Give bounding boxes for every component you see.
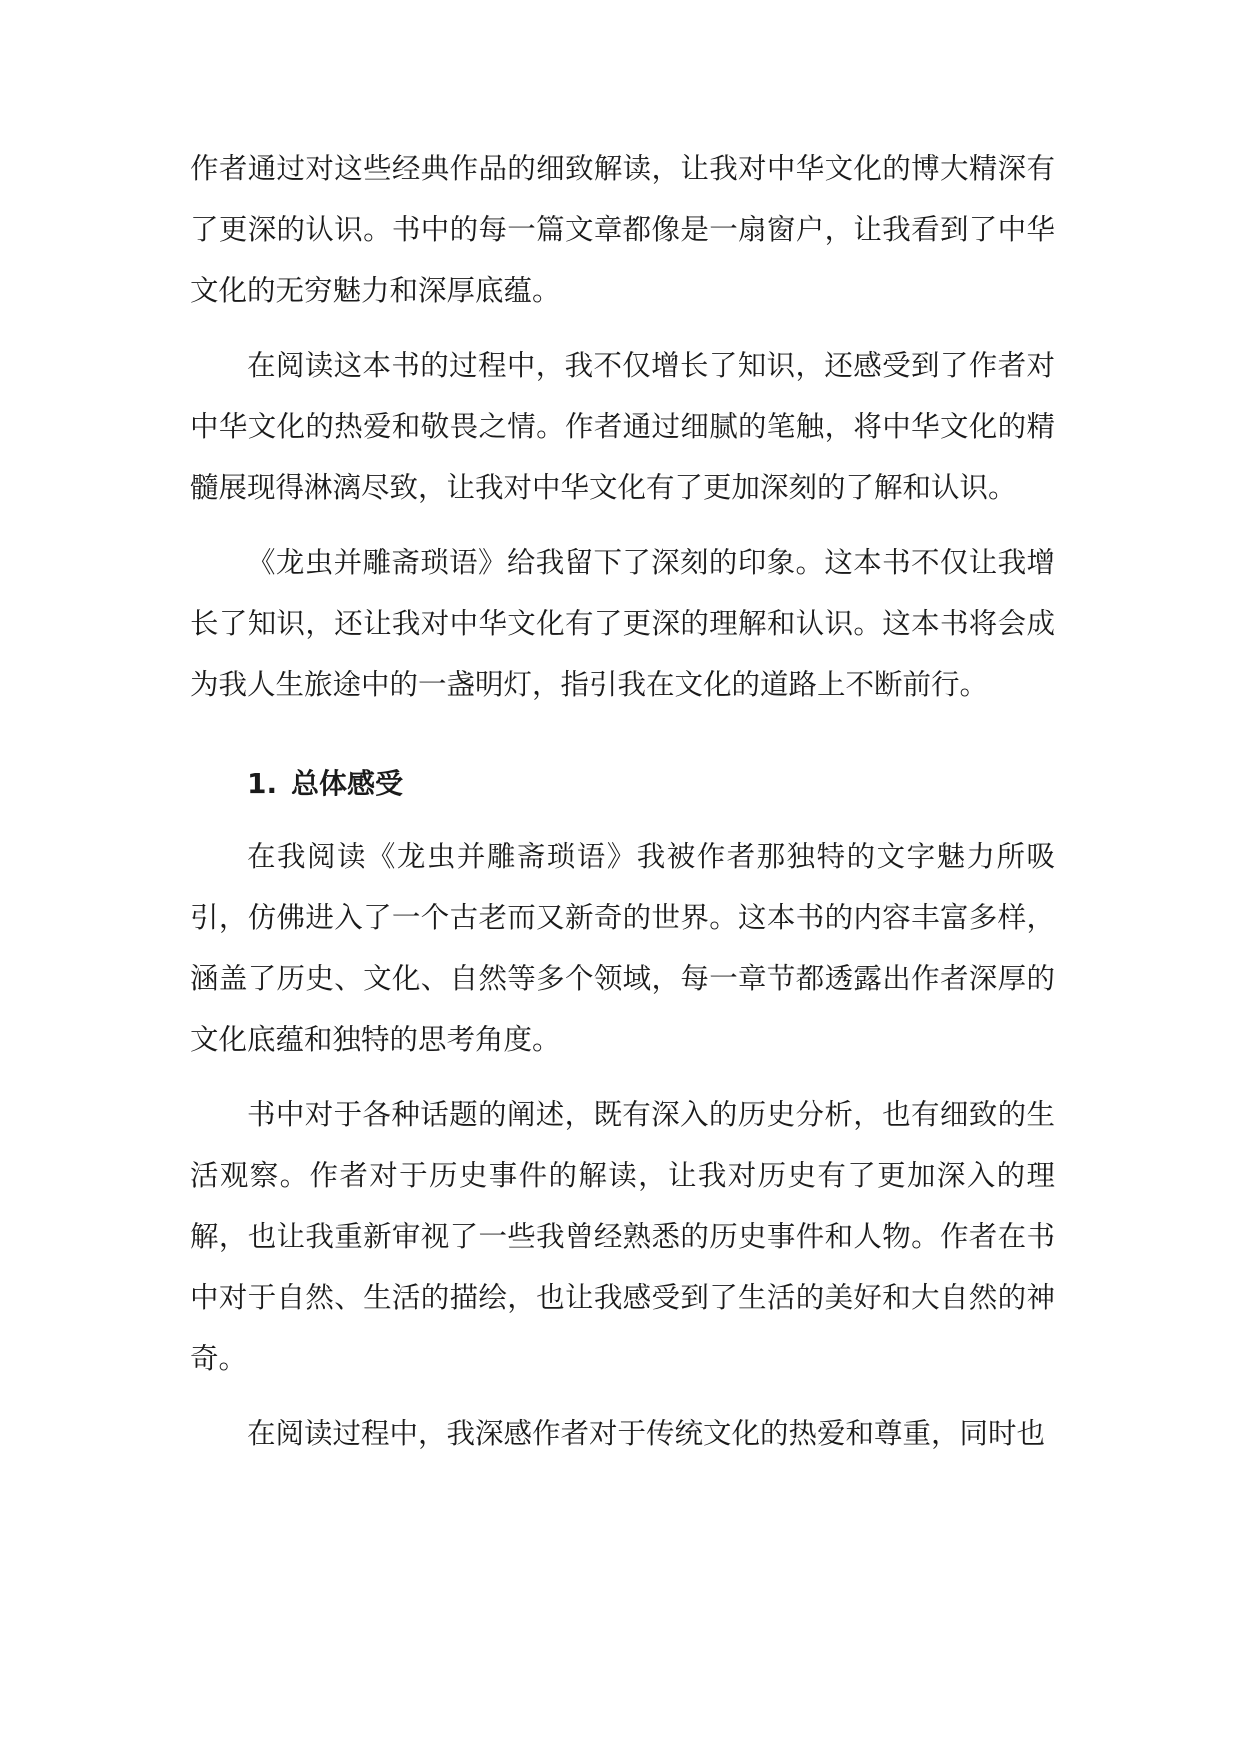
paragraph-2: 在阅读这本书的过程中，我不仅增长了知识，还感受到了作者对中华文化的热爱和敬畏之情。作者通过细腻的笔触，将中华文化的精髓展现得淋漓尽致，让我对中华文化有了更加深刻的了解和认识。 xyxy=(190,349,1055,504)
section-title: 总体感受 xyxy=(291,767,404,800)
paragraph-5: 书中对于各种话题的阐述，既有深入的历史分析，也有细致的生活观察。作者对于历史事件的解读，让我对历史有了更加深入的理解，也让我重新审视了一些我曾经熟悉的历史事件和人物。作者在书中对于自然、生活的描绘，也让我感受到了生活的美好和大自然的神奇。 xyxy=(190,1098,1055,1375)
paragraph-4: 在我阅读《龙虫并雕斋琐语》我被作者那独特的文字魅力所吸引，仿佛进入了一个古老而又新奇的世界。这本书的内容丰富多样，涵盖了历史、文化、自然等多个领域，每一章节都透露出作者深厚的文化底蕴和独特的思考角度。 xyxy=(190,840,1055,1056)
document-page xyxy=(190,138,1055,1478)
paragraph-6: 在阅读过程中，我深感作者对于传统文化的热爱和尊重，同时也 xyxy=(247,1417,1046,1450)
section-number: 1. xyxy=(247,767,278,800)
section-heading xyxy=(190,753,1055,814)
paragraph-1: 作者通过对这些经典作品的细致解读，让我对中华文化的博大精深有了更深的认识。书中的每一篇文章都像是一扇窗户，让我看到了中华文化的无穷魅力和深厚底蕴。 xyxy=(190,152,1055,307)
paragraph-3: 《龙虫并雕斋琐语》给我留下了深刻的印象。这本书不仅让我增长了知识，还让我对中华文化有了更深的理解和认识。这本书将会成为我人生旅途中的一盏明灯，指引我在文化的道路上不断前行。 xyxy=(190,546,1055,701)
